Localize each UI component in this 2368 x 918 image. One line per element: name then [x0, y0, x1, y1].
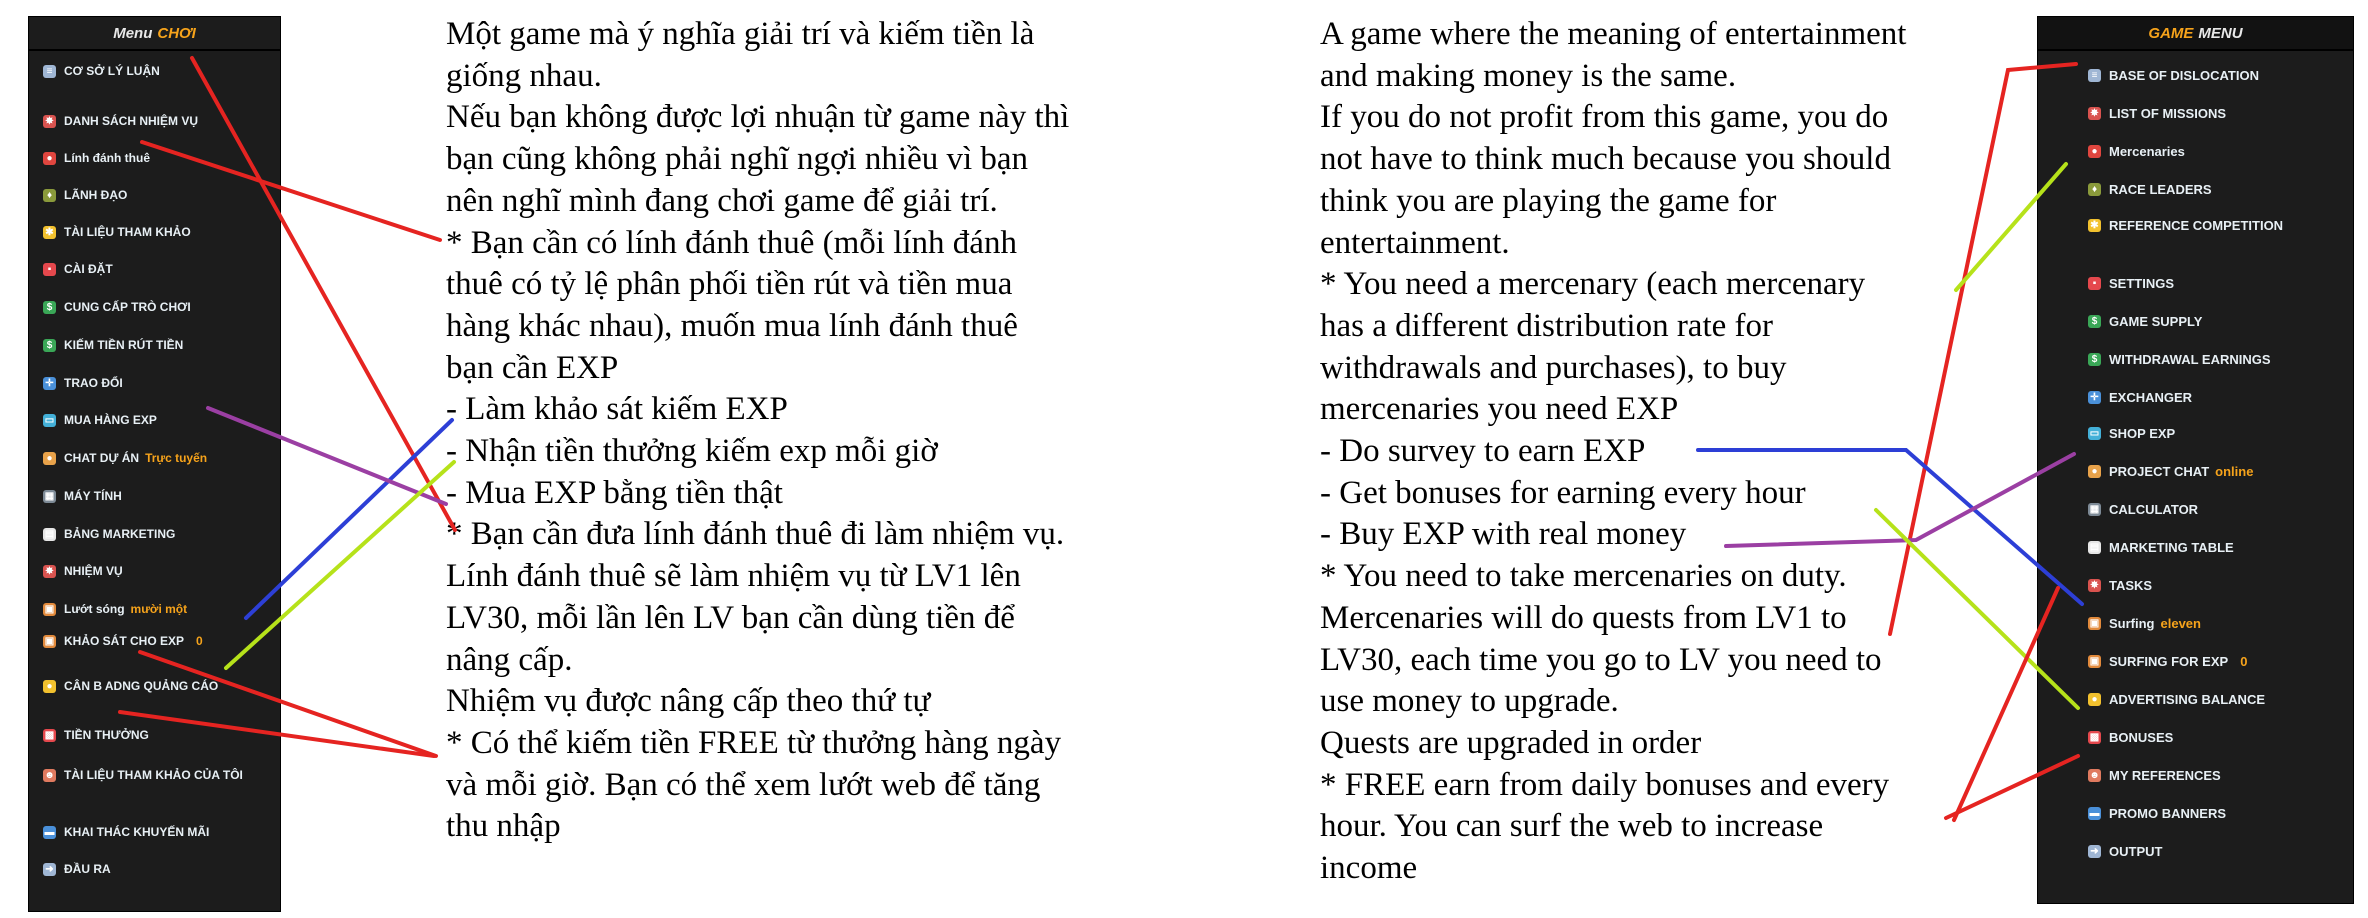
map-pin-icon: ● — [2088, 145, 2101, 158]
left-menu-title-white: Menu — [113, 24, 153, 42]
right-menu-item-label: OUTPUT — [2109, 844, 2163, 859]
banner-image-icon: ▬ — [44, 827, 55, 838]
cash-icon: $ — [43, 301, 56, 314]
vi-paragraph: Nhiệm vụ được nâng cấp theo thứ tự — [446, 683, 931, 720]
star-burst-icon: ✸ — [43, 115, 56, 128]
right-menu-item[interactable] — [2088, 765, 2345, 786]
right-menu-item-label: BASE OF DISLOCATION — [2109, 68, 2259, 83]
coin-icon: ● — [43, 680, 56, 693]
left-menu-item-label: CUNG CẤP TRÒ CHƠI — [64, 300, 191, 314]
vi-paragraph: Một game mà ý nghĩa giải trí và kiếm tiền là giống nhau. — [446, 16, 1035, 94]
right-menu-item-label: Surfing — [2109, 616, 2155, 631]
right-menu-item-badge: eleven — [2160, 616, 2201, 631]
left-menu-item[interactable] — [43, 111, 274, 132]
left-menu-item-label: BẢNG MARKETING — [64, 527, 176, 541]
map-pin-icon: ● — [43, 152, 56, 165]
left-menu-item-label: TIỀN THƯỞNG — [64, 728, 149, 742]
left-menu-item[interactable] — [43, 297, 274, 318]
lightbulb-icon: ✱ — [43, 226, 56, 239]
left-menu-item[interactable] — [43, 448, 274, 469]
ticket-icon: ▭ — [2089, 428, 2100, 439]
left-menu-item[interactable] — [43, 61, 274, 82]
left-menu-item[interactable] — [43, 599, 274, 620]
right-menu-item[interactable] — [2088, 423, 2345, 444]
right-menu-item-label: Mercenaries — [2109, 144, 2185, 159]
coin-icon: ● — [2088, 693, 2101, 706]
left-menu-item[interactable] — [43, 222, 274, 243]
money-hand-icon: $ — [2088, 353, 2101, 366]
left-menu-item[interactable] — [43, 410, 274, 431]
right-menu-item-label: MY REFERENCES — [2109, 768, 2221, 783]
gift-icon: ▩ — [2089, 732, 2100, 743]
crosshair-icon: ✛ — [43, 377, 56, 390]
document-icon: ▤ — [2089, 542, 2100, 553]
calculator-icon: ▦ — [2089, 504, 2100, 515]
left-menu-item[interactable] — [43, 259, 274, 280]
calculator-icon: ▦ — [44, 491, 55, 502]
left-menu-item-badge: Trực tuyến — [145, 451, 208, 465]
left-menu-item-label: KHAI THÁC KHUYẾN MÃI — [64, 825, 210, 839]
cash-icon: $ — [2088, 315, 2101, 328]
right-menu-item[interactable] — [2088, 803, 2345, 824]
settings-icon: ▪ — [2088, 277, 2101, 290]
right-menu-item[interactable] — [2088, 215, 2345, 236]
right-menu-item-label: ADVERTISING BALANCE — [2109, 692, 2266, 707]
lightbulb-icon: ✱ — [2088, 219, 2101, 232]
vi-paragraph: Nếu bạn không được lợi nhuận từ game này thì bạn cũng không phải nghĩ ngợi nhiều vì bạn nên nghĩ mình đang chơi game để giải trí. — [446, 99, 1070, 219]
en-paragraph: A game where the meaning of entertainment and making money is the same. — [1320, 16, 1907, 94]
en-paragraph: - Buy EXP with real money — [1320, 516, 1687, 553]
left-menu-item[interactable] — [43, 185, 274, 206]
left-menu-item-label: KIẾM TIỀN RÚT TIỀN — [64, 338, 184, 352]
ticket-icon: ▭ — [44, 415, 55, 426]
left-menu-item[interactable] — [43, 335, 274, 356]
en-paragraph: - Do survey to earn EXP — [1320, 433, 1646, 470]
right-menu-item[interactable] — [2088, 727, 2345, 748]
left-menu-item-label: CÀI ĐẶT — [64, 262, 113, 276]
star-burst-icon: ✸ — [43, 565, 56, 578]
left-menu-item-label: CÂN B ADNG QUẢNG CÁO — [64, 679, 219, 693]
vi-paragraph: * Bạn cần có lính đánh thuê (mỗi lính đánh thuê có tỷ lệ phân phối tiền rút và tiền mua hàng khác nhau), muốn mua lính đánh thuê bạn cần EXP — [446, 224, 1018, 386]
left-menu-item[interactable] — [43, 859, 274, 880]
right-menu-item[interactable] — [2088, 311, 2345, 332]
star-burst-icon: ✸ — [2088, 107, 2101, 120]
right-menu-item[interactable] — [2088, 537, 2345, 558]
gift-icon: ▩ — [44, 730, 55, 741]
scroll-icon: ≡ — [2088, 69, 2101, 82]
star-burst-icon: ✸ — [2088, 579, 2101, 592]
right-menu-item-label: MARKETING TABLE — [2109, 540, 2234, 555]
right-menu-item[interactable] — [2088, 179, 2345, 200]
vi-paragraph: - Nhận tiền thưởng kiếm exp mỗi giờ — [446, 433, 938, 470]
en-paragraph: If you do not profit from this game, you do not have to think much because you should think you are playing the game for entertainment. — [1320, 99, 1891, 261]
left-menu-item-badge: mười một — [130, 602, 188, 616]
logout-icon: ➜ — [2088, 845, 2101, 858]
right-menu-item-label: TASKS — [2109, 578, 2153, 593]
left-menu-item-label: ĐẦU RA — [64, 862, 111, 876]
en-paragraph: * You need a mercenary (each mercenary has a different distribution rate for withdrawals and purchases), to buy mercenaries you need EXP — [1320, 266, 1866, 428]
shopping-basket-icon: ▣ — [44, 636, 55, 647]
left-menu-item-label: NHIỆM VỤ — [64, 564, 123, 578]
left-menu-item[interactable] — [43, 822, 274, 843]
right-menu-item[interactable] — [2088, 689, 2345, 710]
left-menu-header — [29, 17, 280, 51]
right-menu-item-label: EXCHANGER — [2109, 390, 2193, 405]
shopping-basket-icon: ▣ — [2089, 618, 2100, 629]
right-menu-title-accent: GAME — [2148, 24, 2194, 42]
left-menu-item[interactable] — [43, 561, 274, 582]
right-menu-item[interactable] — [2088, 613, 2345, 634]
left-menu-item[interactable] — [43, 486, 274, 507]
logout-icon: ➜ — [43, 863, 56, 876]
vi-paragraph: * Bạn cần đưa lính đánh thuê đi làm nhiệm vụ. Lính đánh thuê sẽ làm nhiệm vụ từ LV1 lên LV30, mỗi lần lên LV bạn cần dùng tiền để nâng cấp. — [446, 516, 1065, 678]
left-menu-item-label: TRAO ĐỔI — [64, 376, 123, 390]
english-description — [1320, 14, 2020, 890]
left-menu-item-label: TÀI LIỆU THAM KHẢO — [64, 225, 191, 239]
shopping-basket-icon: ▣ — [2089, 656, 2100, 667]
left-menu-item-label: MUA HÀNG EXP — [64, 413, 157, 427]
en-paragraph: * FREE earn from daily bonuses and every hour. You can surf the web to increase income — [1320, 766, 1890, 887]
left-menu-item[interactable] — [43, 725, 274, 746]
chat-icon: ● — [43, 452, 56, 465]
left-menu-item[interactable] — [43, 765, 274, 786]
left-game-menu — [28, 16, 281, 912]
grenade-icon: ♦ — [2088, 183, 2101, 196]
people-icon: ☻ — [2089, 770, 2100, 781]
left-menu-item-label: TÀI LIỆU THAM KHẢO CỦA TÔI — [64, 768, 243, 782]
right-game-menu — [2037, 16, 2354, 904]
left-menu-item[interactable] — [43, 148, 274, 169]
left-menu-item-label: Lướt sóng — [64, 602, 125, 616]
left-menu-item-label: DANH SÁCH NHIỆM VỤ — [64, 114, 199, 128]
right-menu-item[interactable] — [2088, 575, 2345, 596]
vi-paragraph: - Mua EXP bằng tiền thật — [446, 474, 783, 511]
right-menu-item[interactable] — [2088, 387, 2345, 408]
right-menu-title-white: MENU — [2198, 24, 2243, 42]
shopping-basket-icon: ▣ — [44, 604, 55, 615]
right-menu-item[interactable] — [2088, 65, 2345, 86]
left-menu-item-label: Lính đánh thuê — [64, 151, 150, 165]
vi-paragraph: * Có thể kiếm tiền FREE từ thưởng hàng ngày và mỗi giờ. Bạn có thể xem lướt web để tăng thu nhập — [446, 724, 1062, 845]
left-menu-item[interactable] — [43, 676, 274, 697]
left-menu-item-label: MÁY TÍNH — [64, 489, 122, 503]
right-menu-item-label: SURFING FOR EXP — [2109, 654, 2229, 669]
left-menu-item[interactable] — [43, 631, 274, 652]
left-menu-item[interactable] — [43, 524, 274, 545]
right-menu-item[interactable] — [2088, 103, 2345, 124]
document-icon: ▤ — [44, 529, 55, 540]
right-menu-item-label: SHOP EXP — [2109, 426, 2176, 441]
money-hand-icon: $ — [43, 339, 56, 352]
right-menu-item-badge: 0 — [2240, 654, 2248, 669]
right-menu-item-label: LIST OF MISSIONS — [2109, 106, 2227, 121]
en-paragraph: - Get bonuses for earning every hour — [1320, 474, 1806, 511]
right-menu-item-badge: online — [2215, 464, 2254, 479]
left-menu-title-accent: CHƠI — [157, 24, 196, 42]
en-paragraph: Quests are upgraded in order — [1320, 724, 1702, 761]
chat-icon: ● — [2088, 465, 2101, 478]
right-menu-item[interactable] — [2088, 841, 2345, 862]
right-menu-header — [2038, 17, 2353, 51]
right-menu-item-label: BONUSES — [2109, 730, 2174, 745]
en-paragraph: * You need to take mercenaries on duty. Mercenaries will do quests from LV1 to LV30, each time you go to LV you need to use money to upgrade. — [1320, 558, 1882, 720]
right-menu-item[interactable] — [2088, 461, 2345, 482]
settings-icon: ▪ — [43, 263, 56, 276]
banner-image-icon: ▬ — [2089, 808, 2100, 819]
people-icon: ☻ — [44, 770, 55, 781]
grenade-icon: ♦ — [43, 189, 56, 202]
right-menu-item[interactable] — [2088, 499, 2345, 520]
right-menu-item[interactable] — [2088, 651, 2345, 672]
right-menu-item-label: SETTINGS — [2109, 276, 2175, 291]
scroll-icon: ≡ — [43, 65, 56, 78]
left-menu-item-label: CHAT DỰ ÁN — [64, 451, 140, 465]
right-menu-item-label: RACE LEADERS — [2109, 182, 2212, 197]
left-menu-item-label: KHẢO SÁT CHO EXP — [64, 634, 185, 648]
crosshair-icon: ✛ — [2088, 391, 2101, 404]
right-menu-item-label: PROMO BANNERS — [2109, 806, 2227, 821]
vi-paragraph: - Làm khảo sát kiếm EXP — [446, 391, 788, 428]
right-menu-item[interactable] — [2088, 141, 2345, 162]
left-menu-item-label: CƠ SỞ LÝ LUẬN — [64, 64, 160, 78]
left-menu-item-badge: 0 — [196, 634, 203, 648]
left-menu-item[interactable] — [43, 373, 274, 394]
right-menu-item-label: PROJECT CHAT — [2109, 464, 2210, 479]
right-menu-item-label: CALCULATOR — [2109, 502, 2199, 517]
right-menu-item[interactable] — [2088, 349, 2345, 370]
right-menu-item[interactable] — [2088, 273, 2345, 294]
vietnamese-description — [446, 14, 1166, 848]
left-menu-item-label: LÃNH ĐẠO — [64, 188, 128, 202]
right-menu-item-label: WITHDRAWAL EARNINGS — [2109, 352, 2271, 367]
right-menu-item-label: REFERENCE COMPETITION — [2109, 218, 2284, 233]
right-menu-item-label: GAME SUPPLY — [2109, 314, 2203, 329]
